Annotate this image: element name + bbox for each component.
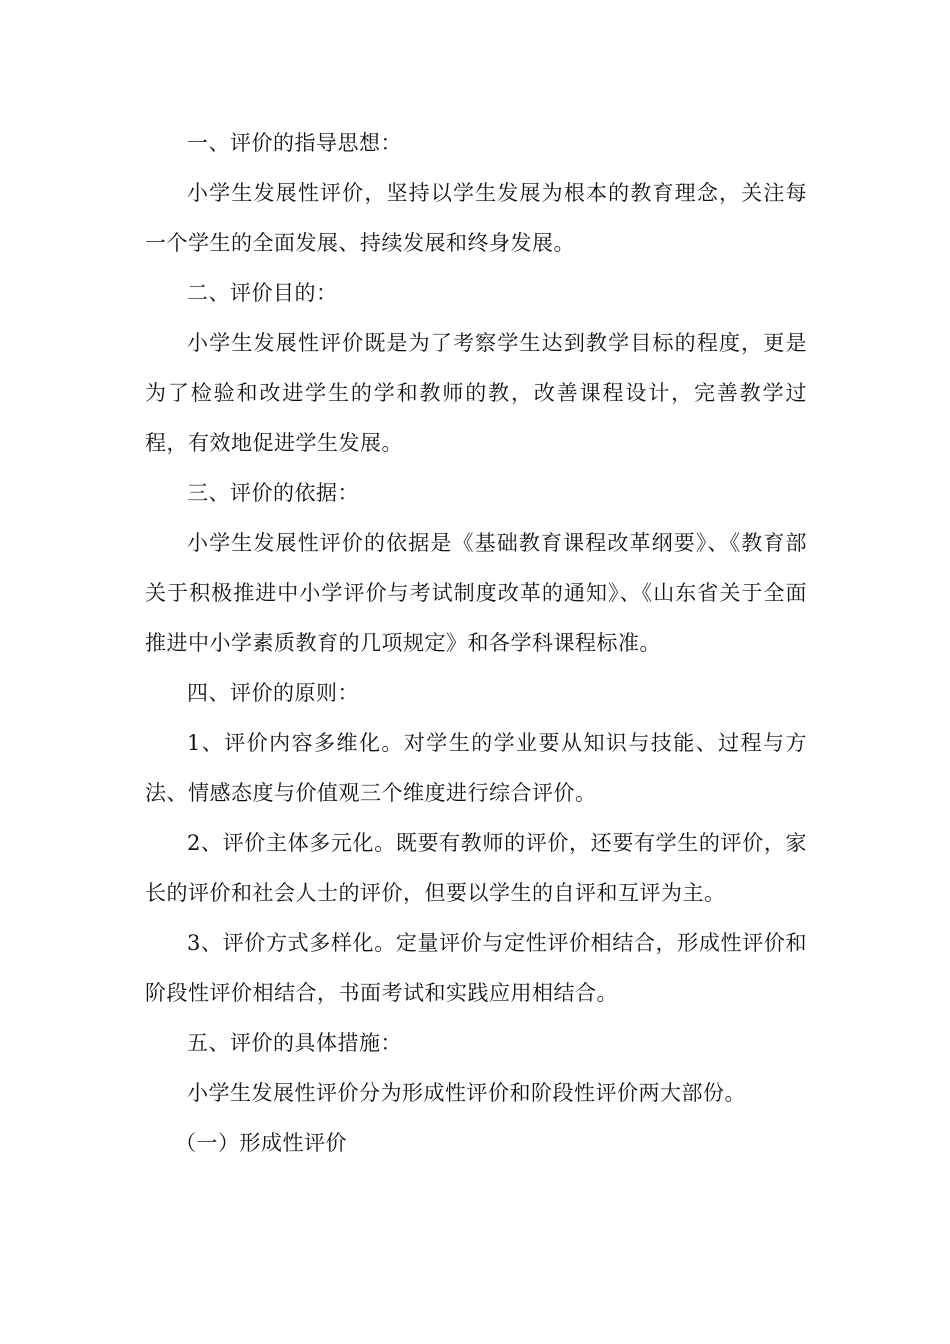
paragraph-measures: 小学生发展性评价分为形成性评价和阶段性评价两大部份。: [187, 1081, 746, 1105]
subsection-heading-formative: （一）形成性评价: [175, 1131, 347, 1155]
section-heading-principles: 四、评价的原则：: [187, 681, 359, 705]
principle-item-1: 1、评价内容多维化。对学生的学业要从知识与技能、过程与方法、情感态度与价值观三个维度进行综合评价。: [145, 731, 807, 805]
section-heading-guiding-ideology: 一、评价的指导思想：: [187, 131, 402, 155]
section-heading-measures: 五、评价的具体措施：: [187, 1031, 402, 1055]
section-heading-purpose: 二、评价目的：: [187, 281, 338, 305]
paragraph-basis: 小学生发展性评价的依据是《基础教育课程改革纲要》、《教育部关于积极推进中小学评价与考试制度改革的通知》、《山东省关于全面推进中小学素质教育的几项规定》和各学科课程标准。: [145, 531, 807, 655]
principle-item-2: 2、评价主体多元化。既要有教师的评价，还要有学生的评价，家长的评价和社会人士的评价，但要以学生的自评和互评为主。: [145, 831, 807, 905]
section-heading-basis: 三、评价的依据：: [187, 481, 359, 505]
document-body: [145, 118, 807, 1168]
paragraph-purpose: 小学生发展性评价既是为了考察学生达到教学目标的程度，更是为了检验和改进学生的学和教师的教，改善课程设计，完善教学过程，有效地促进学生发展。: [145, 331, 807, 455]
principle-item-3: 3、评价方式多样化。定量评价与定性评价相结合，形成性评价和阶段性评价相结合，书面考试和实践应用相结合。: [145, 931, 807, 1005]
paragraph-guiding-ideology: 小学生发展性评价，坚持以学生发展为根本的教育理念，关注每一个学生的全面发展、持续发展和终身发展。: [145, 181, 807, 255]
